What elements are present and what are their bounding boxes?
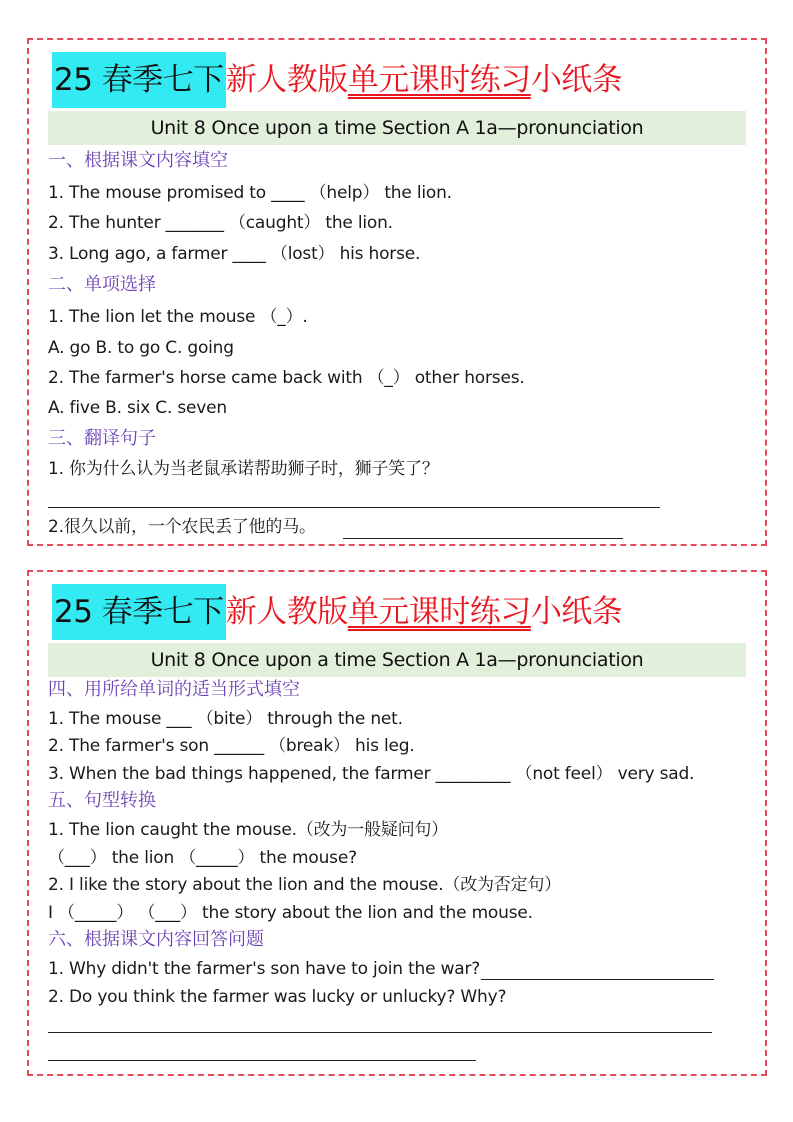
- answer-options: A. go B. to go C. going: [48, 338, 234, 358]
- worksheet-title: [52, 584, 622, 640]
- title-part-3: 单元课时练习: [347, 62, 531, 98]
- question-line: 1. The mouse ___ （bite） through the net.: [48, 709, 403, 729]
- question-line: 2.很久以前，一个农民丢了他的马。: [48, 517, 316, 537]
- section-heading: 一、根据课文内容填空: [48, 150, 228, 171]
- title-part-2: 新人教版: [225, 594, 348, 630]
- question-line: 3. When the bad things happened, the farmer _________ （not feel） very sad.: [48, 764, 695, 784]
- title-highlight: 25 春季七下: [52, 584, 226, 640]
- title-highlight: 25 春季七下: [52, 52, 226, 108]
- title-part-2: 新人教版: [225, 62, 348, 98]
- answer-line: [48, 1060, 476, 1061]
- question-line: 2. I like the story about the lion and the mouse.（改为否定句）: [48, 875, 561, 895]
- answer-line: [343, 538, 623, 539]
- question-line: 1. Why didn't the farmer's son have to join the war?: [48, 959, 481, 979]
- question-line: 2. The farmer's son ______ （break） his leg.: [48, 736, 415, 756]
- title-part-4: 小纸条: [530, 62, 623, 98]
- section-heading: 二、单项选择: [48, 274, 156, 295]
- section-heading: 三、翻译句子: [48, 428, 156, 449]
- question-line: 1. The mouse promised to ____ （help） the lion.: [48, 183, 452, 203]
- unit-banner: Unit 8 Once upon a time Section A 1a—pronunciation: [48, 643, 746, 677]
- question-line: 2. Do you think the farmer was lucky or unlucky? Why?: [48, 987, 507, 1007]
- question-line: 2. The hunter _______ （caught） the lion.: [48, 213, 393, 233]
- question-line: 1. The lion caught the mouse.（改为一般疑问句）: [48, 820, 449, 840]
- section-heading: 五、句型转换: [48, 790, 156, 811]
- title-part-4: 小纸条: [530, 594, 623, 630]
- question-line: （___） the lion （_____） the mouse?: [48, 848, 357, 868]
- answer-line: [481, 979, 714, 980]
- answer-options: A. five B. six C. seven: [48, 398, 227, 418]
- question-line: 3. Long ago, a farmer ____ （lost） his horse.: [48, 244, 421, 264]
- unit-banner: Unit 8 Once upon a time Section A 1a—pronunciation: [48, 111, 746, 145]
- title-part-3: 单元课时练习: [347, 594, 531, 630]
- answer-line: [48, 507, 660, 508]
- answer-line: [48, 1032, 712, 1033]
- question-line: 1. The lion let the mouse （_）.: [48, 307, 308, 327]
- question-line: 1. 你为什么认为当老鼠承诺帮助狮子时，狮子笑了？: [48, 459, 439, 479]
- question-line: 2. The farmer's horse came back with （_） other horses.: [48, 368, 525, 388]
- section-heading: 四、用所给单词的适当形式填空: [48, 679, 300, 700]
- question-line: I （_____） （___） the story about the lion and the mouse.: [48, 903, 533, 923]
- section-heading: 六、根据课文内容回答问题: [48, 929, 264, 950]
- worksheet-title: [52, 52, 622, 108]
